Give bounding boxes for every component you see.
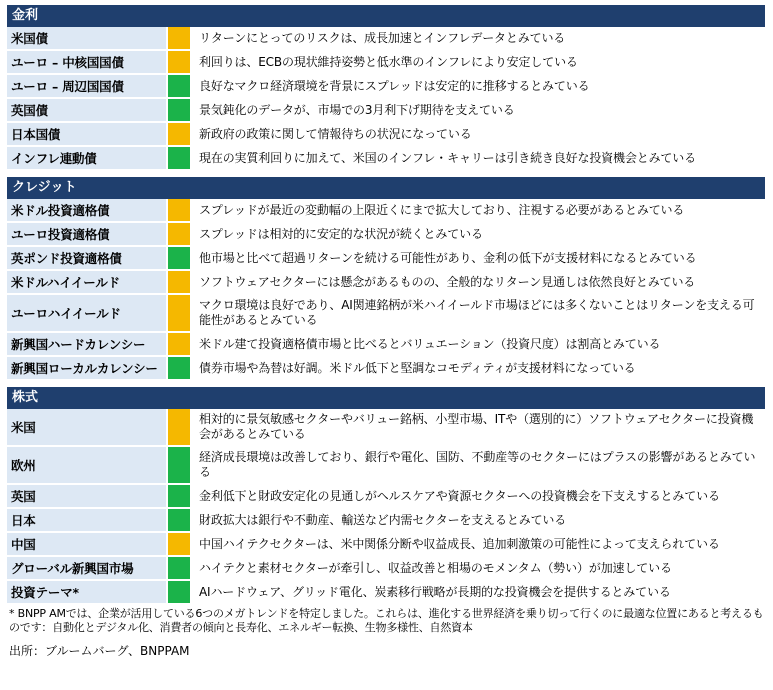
outlook-table — [7, 5, 765, 659]
row-description-text: ソフトウェアセクターには懸念があるものの、全般的なリターン見通しは依然良好とみている — [199, 274, 696, 289]
row-description — [190, 123, 765, 145]
section-header: 株式 — [7, 387, 765, 409]
signal-indicator-green — [168, 147, 190, 169]
signal-indicator-orange — [168, 123, 190, 145]
table-row — [7, 147, 765, 169]
table-row — [7, 51, 765, 75]
row-description-text: 金利低下と財政安定化の見通しがヘルスケアや資源セクターへの投資機会を下支えするとみている — [199, 488, 720, 503]
table-row — [7, 357, 765, 379]
source-note: 出所：ブルームバーグ、BNPPAM — [9, 644, 190, 658]
row-label: 新興国ローカルカレンシー — [7, 357, 166, 379]
row-description — [190, 409, 765, 445]
row-label: 中国 — [7, 533, 166, 555]
signal-indicator-orange — [168, 223, 190, 245]
row-label: 米ドル投資適格債 — [7, 199, 166, 221]
row-description-text: 米ドル建て投資適格債市場と比べるとバリュエーション（投資尺度）は割高とみている — [199, 336, 661, 351]
table-row — [7, 223, 765, 247]
row-description-text: AIハードウェア、グリッド電化、炭素移行戦略が長期的な投資機会を提供するとみている — [199, 584, 671, 599]
signal-indicator-orange — [168, 333, 190, 355]
row-description-text: 新政府の政策に関して情報待ちの状況になっている — [199, 126, 472, 141]
table-row — [7, 199, 765, 223]
row-description — [190, 295, 765, 331]
row-description — [190, 199, 765, 221]
row-description-text: 他市場と比べて超過リターンを続ける可能性があり、金利の低下が支援材料になるとみている — [199, 250, 697, 265]
row-label: 米国 — [7, 409, 166, 445]
row-label: ユーロ – 周辺国国債 — [7, 75, 166, 97]
table-row — [7, 75, 765, 99]
table-row — [7, 271, 765, 295]
row-label: ユーロ投資適格債 — [7, 223, 166, 245]
row-description — [190, 247, 765, 269]
table-row — [7, 333, 765, 357]
row-label: 米ドルハイイールド — [7, 271, 166, 293]
row-description — [190, 223, 765, 245]
row-description — [190, 27, 765, 49]
table-row — [7, 295, 765, 333]
row-description — [190, 557, 765, 579]
row-description-text: スプレッドが最近の変動幅の上限近くにまで拡大しており、注視する必要があるとみている — [199, 202, 685, 217]
row-description — [190, 509, 765, 531]
row-description-text: 現在の実質利回りに加えて、米国のインフレ・キャリーは引き続き良好な投資機会とみている — [199, 150, 696, 165]
row-label: 新興国ハードカレンシー — [7, 333, 166, 355]
row-description-text: 債券市場や為替は好調。米ドル低下と堅調なコモディティが支援材料になっている — [199, 360, 636, 375]
row-description-text: 利回りは、ECBの現状維持姿勢と低水準のインフレにより安定している — [199, 54, 578, 69]
section-0 — [7, 5, 765, 169]
row-description — [190, 581, 765, 603]
signal-indicator-green — [168, 485, 190, 507]
row-description-text: スプレッドは相対的に安定的な状況が続くとみている — [199, 226, 483, 241]
row-label: ユーロハイイールド — [7, 295, 166, 331]
table-row — [7, 247, 765, 271]
table-row — [7, 581, 765, 603]
row-description-text: 相対的に景気敏感セクターやバリュー銘柄、小型市場、ITや（選別的に）ソフトウェアセクターに投資機会があるとみている — [199, 412, 754, 441]
table-row — [7, 447, 765, 485]
signal-indicator-green — [168, 581, 190, 603]
row-description — [190, 51, 765, 73]
section-1 — [7, 177, 765, 379]
signal-indicator-green — [168, 509, 190, 531]
section-header: 金利 — [7, 5, 765, 27]
section-header: クレジット — [7, 177, 765, 199]
table-row — [7, 409, 765, 447]
row-label: 米国債 — [7, 27, 166, 49]
table-row — [7, 27, 765, 51]
signal-indicator-green — [168, 447, 190, 483]
row-label: 日本国債 — [7, 123, 166, 145]
row-description — [190, 533, 765, 555]
row-description-text: 良好なマクロ経済環境を背景にスプレッドは安定的に推移するとみている — [199, 78, 590, 93]
row-description — [190, 271, 765, 293]
row-label: 日本 — [7, 509, 166, 531]
signal-indicator-orange — [168, 199, 190, 221]
row-description — [190, 99, 765, 121]
row-description-text: 経済成長環境は改善しており、銀行や電化、国防、不動産等のセクターにはプラスの影響があるとみている — [199, 450, 756, 479]
signal-indicator-green — [168, 357, 190, 379]
signal-indicator-green — [168, 99, 190, 121]
sections-container — [7, 5, 765, 603]
row-description-text: 財政拡大は銀行や不動産、輸送など内需セクターを支えるとみている — [199, 512, 567, 527]
row-description — [190, 147, 765, 169]
section-2 — [7, 387, 765, 603]
row-description-text: マクロ環境は良好であり、AI関連銘柄が米ハイイールド市場ほどには多くないことはリターンを支える可能性があるとみている — [199, 298, 755, 327]
row-description-text: 中国ハイテクセクターは、米中関係分断や収益成長、追加刺激策の可能性によって支えられている — [199, 536, 720, 551]
row-label: 投資テーマ* — [7, 581, 166, 603]
signal-indicator-orange — [168, 271, 190, 293]
footnote: * BNPP AMでは、企業が活用している6つのメガトレンドを特定しました。これらは、進化する世界経済を乗り切って行くのに最適な位置にあると考えるものです：自動化とデジタル化、消費者の傾向と長寿化、エネルギー転換、生物多様性、自然資本 — [9, 607, 764, 634]
row-description-text: ハイテクと素材セクターが牽引し、収益改善と相場のモメンタム（勢い）が加速している — [199, 560, 672, 575]
row-description — [190, 357, 765, 379]
row-description — [190, 75, 765, 97]
row-label: グローバル新興国市場 — [7, 557, 166, 579]
table-row — [7, 485, 765, 509]
row-description-text: 景気鈍化のデータが、市場での3月利下げ期待を支えている — [199, 102, 515, 117]
row-description-text: リターンにとってのリスクは、成長加速とインフレデータとみている — [199, 30, 566, 45]
signal-indicator-orange — [168, 27, 190, 49]
row-label: 英国債 — [7, 99, 166, 121]
signal-indicator-orange — [168, 533, 190, 555]
row-description — [190, 485, 765, 507]
row-label: 英国 — [7, 485, 166, 507]
row-label: ユーロ – 中核国国債 — [7, 51, 166, 73]
row-description — [190, 333, 765, 355]
signal-indicator-orange — [168, 409, 190, 445]
signal-indicator-green — [168, 247, 190, 269]
signal-indicator-orange — [168, 51, 190, 73]
row-label: 英ポンド投資適格債 — [7, 247, 166, 269]
table-row — [7, 533, 765, 557]
table-row — [7, 99, 765, 123]
table-row — [7, 509, 765, 533]
signal-indicator-green — [168, 557, 190, 579]
signal-indicator-orange — [168, 295, 190, 331]
table-row — [7, 557, 765, 581]
signal-indicator-green — [168, 75, 190, 97]
row-description — [190, 447, 765, 483]
row-label: 欧州 — [7, 447, 166, 483]
row-label: インフレ連動債 — [7, 147, 166, 169]
table-row — [7, 123, 765, 147]
